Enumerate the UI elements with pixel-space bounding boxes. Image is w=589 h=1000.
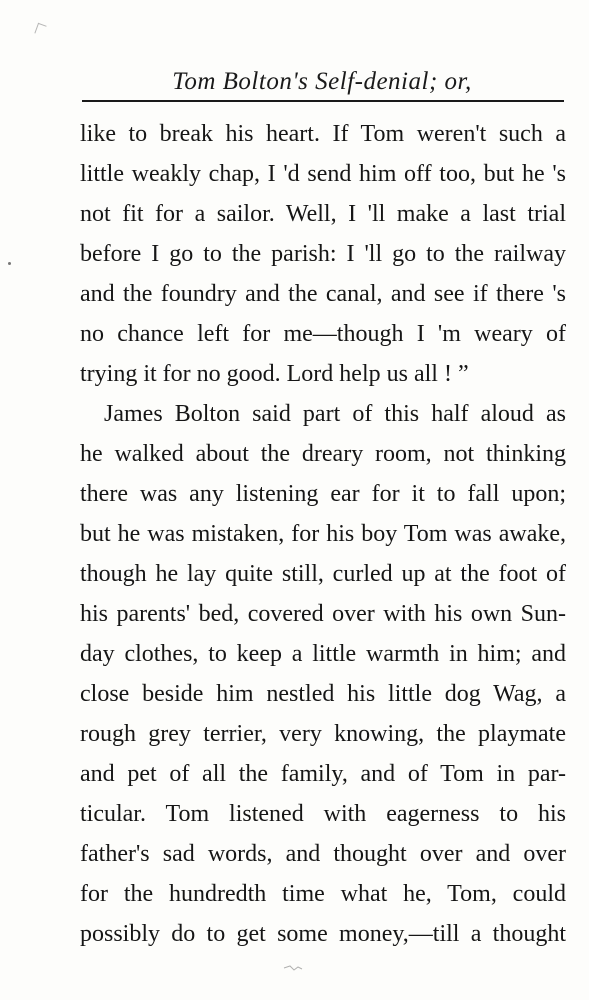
text-line: and pet of all the family, and of Tom in par-	[80, 761, 566, 787]
paragraph-2	[80, 394, 566, 954]
text-line: little weakly chap, I 'd send him off too, but he 's	[80, 161, 566, 187]
text-line: his parents' bed, covered over with his own Sun-	[80, 601, 566, 627]
text-line: there was any listening ear for it to fall upon;	[80, 481, 566, 507]
margin-speck	[8, 262, 11, 265]
text-line: no chance left for me—though I 'm weary of	[80, 321, 566, 347]
text-line: and the foundry and the canal, and see if there 's	[80, 281, 566, 307]
text-line: trying it for no good. Lord help us all ! ”	[80, 361, 469, 387]
paragraph-1	[80, 114, 566, 394]
running-head: Tom Bolton's Self-denial; or,	[172, 68, 472, 95]
text-line: possibly do to get some money,—till a thought	[80, 921, 566, 947]
text-line: ticular. Tom listened with eagerness to his	[80, 801, 566, 827]
header-rule	[82, 100, 564, 102]
text-line: not fit for a sailor. Well, I 'll make a last trial	[80, 201, 566, 227]
text-line: day clothes, to keep a little warmth in him; and	[80, 641, 566, 667]
text-line: like to break his heart. If Tom weren't such a	[80, 121, 566, 147]
body-text	[80, 114, 566, 954]
ink-smudge	[282, 962, 304, 974]
text-line: but he was mistaken, for his boy Tom was awake,	[80, 521, 566, 547]
text-line: for the hundredth time what he, Tom, could	[80, 881, 566, 907]
text-line: before I go to the parish: I 'll go to the railway	[80, 241, 566, 267]
text-line: rough grey terrier, very knowing, the playmate	[80, 721, 566, 747]
margin-mark	[34, 23, 46, 36]
text-line: though he lay quite still, curled up at the foot of	[80, 561, 566, 587]
text-line: father's sad words, and thought over and over	[80, 841, 566, 867]
text-line: James Bolton said part of this half aloud as	[104, 401, 566, 427]
text-line: he walked about the dreary room, not thinking	[80, 441, 566, 467]
text-line: close beside him nestled his little dog Wag, a	[80, 681, 566, 707]
